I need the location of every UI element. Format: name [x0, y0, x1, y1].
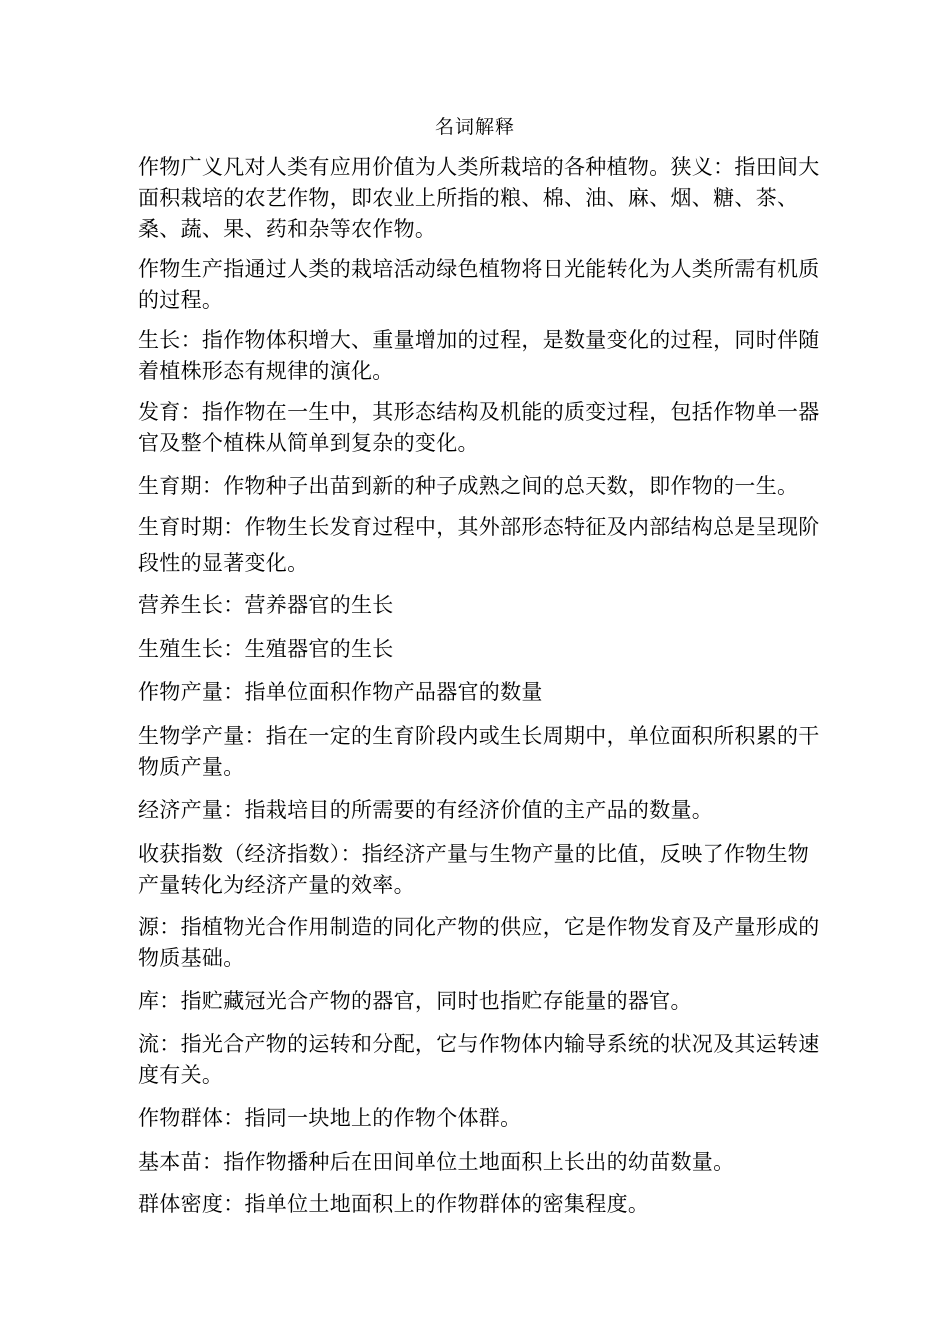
paragraph-reproductive-growth: 生殖生长：生殖器官的生长 — [138, 637, 394, 661]
paragraph-flow: 流：指光合产物的运转和分配，它与作物体内输导系统的状况及其运转速度有关。 — [138, 1032, 820, 1087]
paragraph-crop-yield: 作物产量：指单位面积作物产品器官的数量 — [138, 680, 543, 704]
paragraph-source: 源：指植物光合作用制造的同化产物的供应，它是作物发育及产量形成的物质基础。 — [138, 915, 820, 970]
paragraph-biological-yield: 生物学产量：指在一定的生育阶段内或生长周期中，单位面积所积累的干物质产量。 — [138, 724, 820, 779]
paragraph-economic-yield: 经济产量：指栽培目的所需要的有经济价值的主产品的数量。 — [138, 798, 714, 822]
paragraph-growth-period: 生育期：作物种子出苗到新的种子成熟之间的总天数，即作物的一生。 — [138, 474, 799, 498]
paragraph-crop-definition: 作物广义凡对人类有应用价值为人类所栽培的各种植物。狭义：指田间大面积栽培的农艺作物，即农业上所指的粮、棉、油、麻、烟、糖、茶、桑、蔬、果、药和杂等农作物。 — [138, 155, 820, 241]
document-title: 名词解释 — [434, 116, 515, 138]
paragraph-growth-stage: 生育时期：作物生长发育过程中，其外部形态特征及内部结构总是呈现阶段性的显著变化。 — [138, 515, 820, 575]
paragraph-development: 发育：指作物在一生中，其形态结构及机能的质变过程，包括作物单一器官及整个植株从简单到复杂的变化。 — [138, 400, 820, 455]
paragraph-crop-production: 作物生产指通过人类的栽培活动绿色植物将日光能转化为人类所需有机质的过程。 — [138, 257, 820, 312]
paragraph-basic-seedlings: 基本苗：指作物播种后在田间单位土地面积上长出的幼苗数量。 — [138, 1150, 735, 1174]
paragraph-sink: 库：指贮藏冠光合产物的器官，同时也指贮存能量的器官。 — [138, 989, 692, 1013]
paragraph-growth: 生长：指作物体积增大、重量增加的过程，是数量变化的过程，同时伴随着植株形态有规律的演化。 — [138, 328, 820, 383]
paragraph-vegetative-growth: 营养生长：营养器官的生长 — [138, 593, 394, 617]
paragraph-crop-population: 作物群体：指同一块地上的作物个体群。 — [138, 1106, 522, 1130]
paragraph-harvest-index: 收获指数（经济指数）：指经济产量与生物产量的比值，反映了作物生物产量转化为经济产量的效率。 — [138, 842, 810, 897]
paragraph-population-density: 群体密度：指单位土地面积上的作物群体的密集程度。 — [138, 1192, 650, 1216]
